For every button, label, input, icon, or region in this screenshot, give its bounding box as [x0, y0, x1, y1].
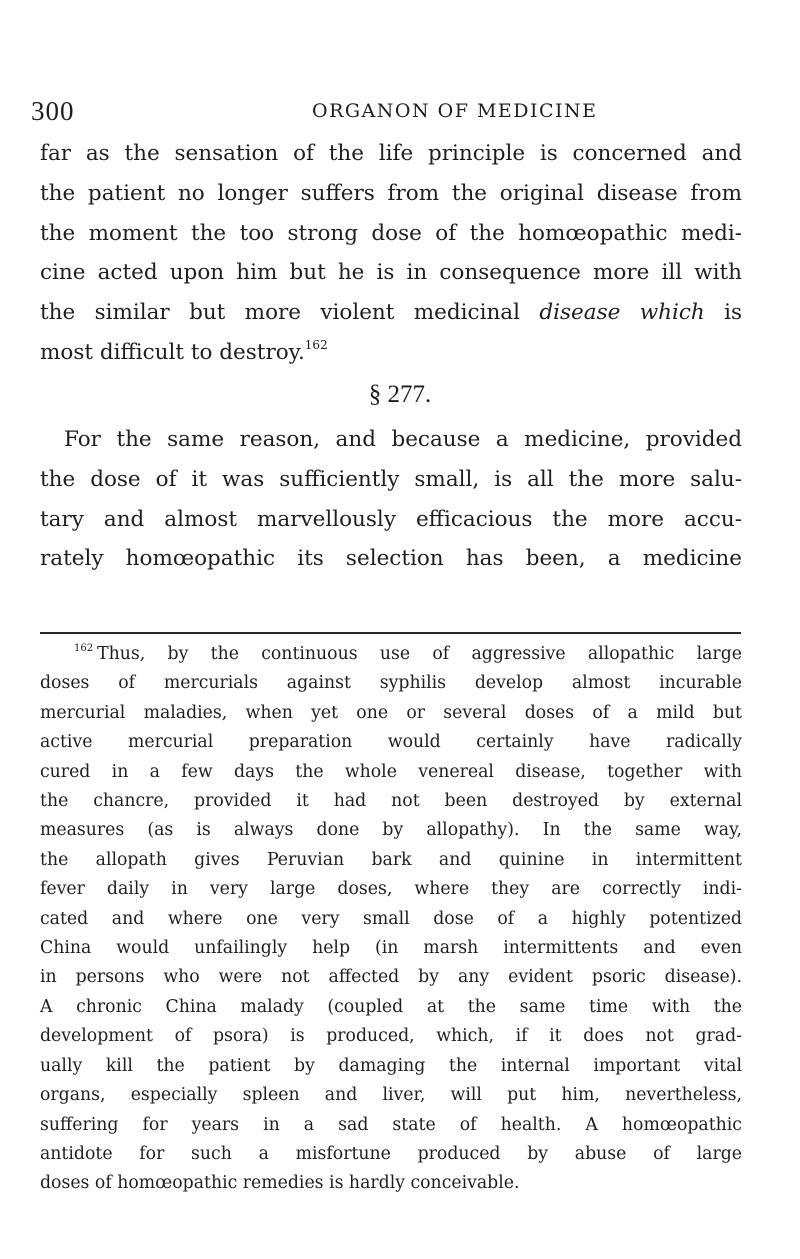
text-line: cated and where one very small dose of a highly potentized — [40, 908, 742, 929]
text-line: suffering for years in a sad state of health. A homœopathic — [40, 1114, 742, 1135]
text-line: the moment the too strong dose of the homœopathic medi- — [40, 220, 742, 246]
section-heading: § 277. — [368, 381, 432, 408]
continued-paragraph — [40, 134, 742, 373]
text-line: in persons who were not affected by any evident psoric disease). — [40, 967, 742, 988]
text-line: antidote for such a misfortune produced by abuse of large — [40, 1143, 742, 1164]
text-line: organs, especially spleen and liver, will put him, nevertheless, — [40, 1085, 742, 1106]
text-line: A chronic China malady (coupled at the same time with the — [40, 996, 742, 1017]
text-line: doses of mercurials against syphilis develop almost incurable — [40, 673, 742, 694]
running-head: ORGANON OF MEDICINE — [312, 100, 598, 122]
text-line: the patient no longer suffers from the original disease from — [40, 180, 742, 206]
text-line — [40, 333, 742, 373]
text-line: measures (as is always done by allopathy). In the same way, — [40, 820, 742, 841]
section-paragraph — [40, 420, 742, 579]
emphasized-text: disease which — [539, 300, 705, 326]
text-line: mercurial maladies, when yet one or several doses of a mild but — [40, 702, 742, 723]
text-line: cured in a few days the whole venereal disease, together with — [40, 761, 742, 782]
text-segment: the similar but more violent medicinal — [40, 300, 520, 326]
text-line — [40, 293, 742, 333]
text-line: far as the sensation of the life principle is concerned and — [40, 141, 742, 166]
text-line: cine acted upon him but he is in consequence more ill with — [40, 260, 742, 286]
text-line: doses of homœopathic remedies is hardly conceivable. — [40, 1173, 520, 1194]
page-header — [31, 96, 742, 136]
page-number: 300 — [31, 96, 75, 126]
text-line: the allopath gives Peruvian bark and quinine in intermittent — [40, 849, 742, 870]
text-line: China would unfailingly help (in marsh intermittents and even — [40, 938, 742, 959]
text-line: rately homœopathic its selection has been, a medicine — [40, 546, 742, 572]
footnote — [40, 640, 742, 1199]
footnote-divider — [40, 632, 741, 634]
text-line: For the same reason, and because a medicine, provided — [64, 427, 742, 452]
text-line: fever daily in very large doses, where they are correctly indi- — [40, 879, 742, 900]
text-line: active mercurial preparation would certainly have radically — [40, 732, 742, 753]
text-line: development of psora) is produced, which, if it does not grad- — [40, 1026, 742, 1047]
text-line: the chancre, provided it had not been destroyed by external — [40, 791, 742, 812]
text-line: ually kill the patient by damaging the internal important vital — [40, 1055, 742, 1076]
text-line — [40, 640, 742, 669]
footnote-reference[interactable]: 162 — [304, 337, 328, 352]
text-segment: is — [724, 300, 742, 326]
text-line: the dose of it was sufficiently small, is all the more salu- — [40, 466, 742, 492]
text-segment: most difficult to destroy. — [40, 339, 305, 365]
footnote-number: 162 — [74, 643, 94, 654]
text-line: tary and almost marvellously efficacious the more accu- — [40, 506, 742, 532]
text-segment: Thus, by the continuous use of aggressive allopathic large — [97, 644, 742, 664]
